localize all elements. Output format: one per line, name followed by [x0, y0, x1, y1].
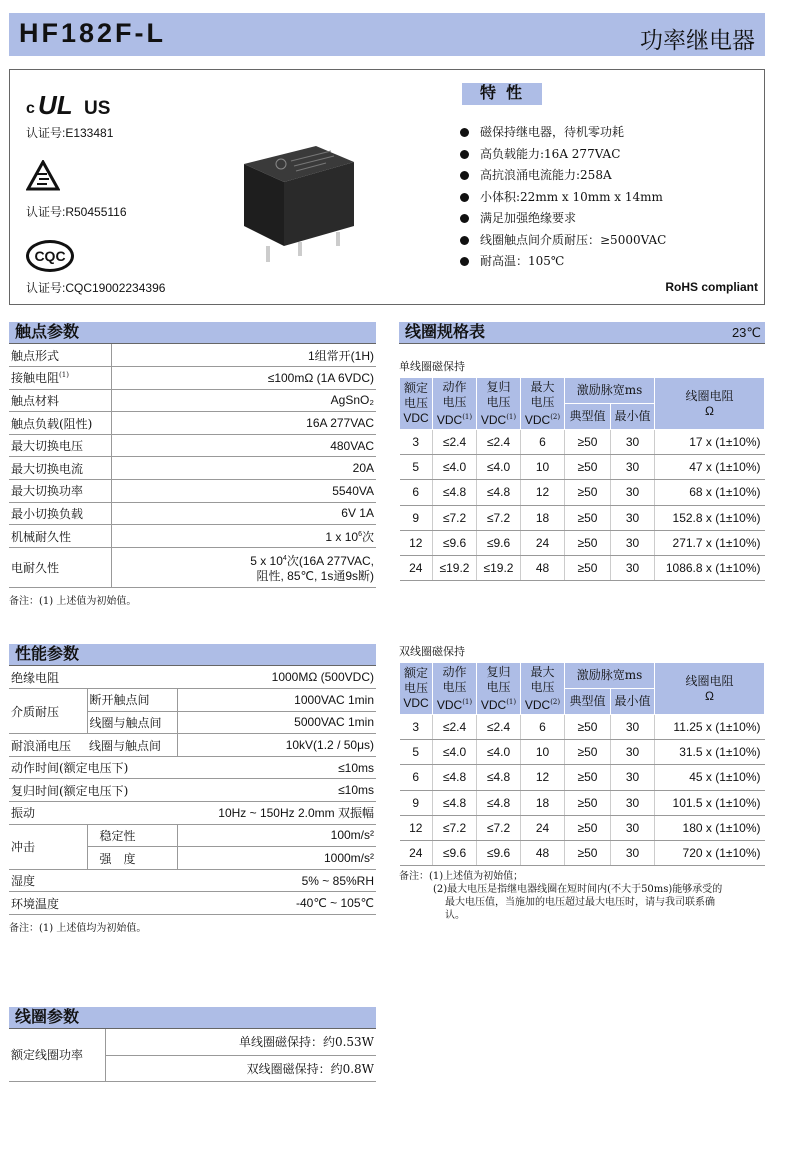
feature-item: 高负载能力:16A 277VAC [458, 144, 666, 166]
performance-section [9, 644, 376, 934]
table-row: 机械耐久性 1 x $10^6$次 [9, 525, 376, 548]
coil-spec-temp: 23℃ [731, 325, 761, 340]
features-title: 特性 [462, 83, 542, 105]
table-row: 触点形式 1组常开(1H) [9, 344, 376, 367]
table-row: 5 ≤4.0 ≤4.0 10 ≥50 30 47 x (1±10%) [400, 455, 765, 480]
table-row: 3 ≤2.4 ≤2.4 6 ≥50 30 17 x (1±10%) [400, 430, 765, 455]
table-row: 强 度 1000m/s² [9, 847, 376, 870]
ul-cert-number: 认证号:E133481 [26, 126, 114, 140]
table-row: 接触电阻$^{(1)}$ ≤100mΩ (1A 6VDC) [9, 367, 376, 390]
coil-params-section [9, 1007, 376, 1082]
rohs-label: RoHS compliant [665, 280, 758, 294]
table-row: 6 ≤4.8 ≤4.8 12 ≥50 30 45 x (1±10%) [400, 765, 765, 790]
double-coil-section [399, 643, 765, 922]
tuv-cert-number: 认证号:R50455116 [26, 205, 127, 219]
table-row: 24 ≤19.2 ≤19.2 48 ≥50 30 1086.8 x (1±10%) [400, 555, 765, 580]
table-row: 复归时间(额定电压下) ≤10ms [9, 779, 376, 802]
table-row: 12 ≤7.2 ≤7.2 24 ≥50 30 180 x (1±10%) [400, 815, 765, 840]
feature-item: 满足加强绝缘要求 [458, 208, 666, 230]
table-row: 最大切换电流 20A [9, 457, 376, 480]
table-row: 3 ≤2.4 ≤2.4 6 ≥50 30 11.25 x (1±10%) [400, 715, 765, 740]
table-row: 9 ≤4.8 ≤4.8 18 ≥50 30 101.5 x (1±10%) [400, 790, 765, 815]
table-row: 湿度 5% ~ 85%RH [9, 869, 376, 892]
table-row: 耐浪涌电压 线圈与触点间 10kV(1.2 / 50μs) [9, 734, 376, 757]
feature-item: 高抗浪涌电流能力:258A [458, 165, 666, 187]
performance-title: 性能参数 [9, 644, 376, 666]
cqc-logo: CQC [26, 240, 74, 272]
performance-table [9, 666, 376, 915]
title-bar [9, 13, 765, 56]
table-row: 24 ≤9.6 ≤9.6 48 ≥50 30 720 x (1±10%) [400, 840, 765, 865]
feature-item: 耐高温：105℃ [458, 251, 666, 273]
table-row: 电耐久性 5 x $10^4$次(16A 277VAC, 阻性, 85℃, 1s通9s断) [9, 547, 376, 587]
table-row: 双线圈磁保持：约0.8W [9, 1055, 376, 1081]
table-row: 最大切换功率 5540VA [9, 480, 376, 503]
table-row: 介质耐压 断开触点间 1000VAC 1min [9, 689, 376, 712]
table-row: 环境温度 -40℃ ~ 105℃ [9, 892, 376, 915]
contact-section [9, 322, 376, 607]
overview-panel [9, 69, 765, 305]
contact-note: 备注：(1) 上述值为初始值。 [9, 595, 137, 607]
coil-spec-header [399, 322, 765, 344]
table-row: 5 ≤4.0 ≤4.0 10 ≥50 30 31.5 x (1±10%) [400, 740, 765, 765]
table-row: 绝缘电阻 1000MΩ (500VDC) [9, 666, 376, 689]
double-coil-table: 额定 电压 VDC 动作 电压 VDC$^{(1)}$ 复归 电压 VDC$^{(1)}$ 最大 电压 VDC$^{(2)}$ 激励脉宽ms 线圈电阻 Ω 典型值 最小值 3 ≤2.4 ≤2.4 6 ≥50 30 11.25 x (1±10%) 5 ≤4.0 ≤4.0 10 ≥50 30 31.5 x (1±10%) 6 ≤4.8 ≤4.8 12 ≥50 30 45 x (1±10%) 9 ≤4.8 ≤4.8 18 ≥50 30 101.5 x (1±10%) 12 ≤7.2 ≤7.2 24 ≥50 30 180 x (1±10%) 24 ≤9.6 ≤9.6 48 ≥50 30 720 x (1±10%) [399, 662, 765, 866]
features-list [458, 122, 666, 273]
single-coil-caption: 单线圈磁保持 [399, 360, 465, 373]
table-row: 振动 10Hz ~ 150Hz 2.0mm 双振幅 [9, 802, 376, 825]
table-row: 12 ≤9.6 ≤9.6 24 ≥50 30 271.7 x (1±10%) [400, 530, 765, 555]
double-coil-caption: 双线圈磁保持 [399, 645, 465, 658]
relay-product-image [236, 134, 366, 267]
table-row: 最小切换负载 6V 1A [9, 502, 376, 525]
table-row: 额定线圈功率 单线圈磁保持：约0.53W [9, 1029, 376, 1055]
coil-params-title: 线圈参数 [9, 1007, 376, 1029]
cqc-cert-number: 认证号:CQC19002234396 [26, 281, 166, 295]
table-row: 触点材料 AgSnO₂ [9, 389, 376, 412]
table-row: 动作时间(额定电压下) ≤10ms [9, 756, 376, 779]
contact-title: 触点参数 [9, 322, 376, 344]
table-row: 线圈与触点间 5000VAC 1min [9, 711, 376, 734]
ul-logo: c UL US [26, 90, 111, 120]
single-coil-table: 额定 电压 VDC 动作 电压 VDC$^{(1)}$ 复归 电压 VDC$^{(1)}$ 最大 电压 VDC$^{(2)}$ 激励脉宽ms 线圈电阻 Ω 典型值 最小值 3 ≤2.4 ≤2.4 6 ≥50 30 17 x (1±10%) 5 ≤4.0 ≤4.0 10 ≥50 30 47 x (1±10%) 6 ≤4.8 ≤4.8 12 ≥50 30 68 x (1±10%) 9 ≤7.2 ≤7.2 18 ≥50 30 152.8 x (1±10%) 12 ≤9.6 ≤9.6 24 ≥50 30 271.7 x (1±10%) 24 ≤19.2 ≤19.2 48 ≥50 30 1086.8 x (1±10%) [399, 377, 765, 581]
coil-spec-title: 线圈规格表 [405, 324, 486, 341]
table-row: 6 ≤4.8 ≤4.8 12 ≥50 30 68 x (1±10%) [400, 480, 765, 505]
table-row: 触点负载(阻性) 16A 277VAC [9, 412, 376, 435]
table-row: 9 ≤7.2 ≤7.2 18 ≥50 30 152.8 x (1±10%) [400, 505, 765, 530]
feature-item: 线圈触点间介质耐压：≥5000VAC [458, 230, 666, 252]
coil-spec-section [399, 322, 765, 581]
category-title: 功率继电器 [640, 27, 755, 53]
feature-item: 小体积:22mm x 10mm x 14mm [458, 187, 666, 209]
tuv-logo [26, 160, 60, 195]
performance-note: 备注：(1) 上述值均为初始值。 [9, 923, 147, 935]
feature-item: 磁保持继电器，待机零功耗 [458, 122, 666, 144]
model-title: HF182F-L [19, 18, 167, 48]
table-row: 最大切换电压 480VAC [9, 434, 376, 457]
coil-spec-notes: 备注：(1)上述值为初始值； (2)最大电压是指继电器线圈在短时间内(不大于50ms)能够承受的 最大电压值，当施加的电压超过最大电压时，请与我司联系确 认。 [399, 871, 723, 922]
coil-params-table [9, 1029, 376, 1082]
table-row: 冲击 稳定性 100m/s² [9, 824, 376, 847]
contact-table [9, 344, 376, 588]
